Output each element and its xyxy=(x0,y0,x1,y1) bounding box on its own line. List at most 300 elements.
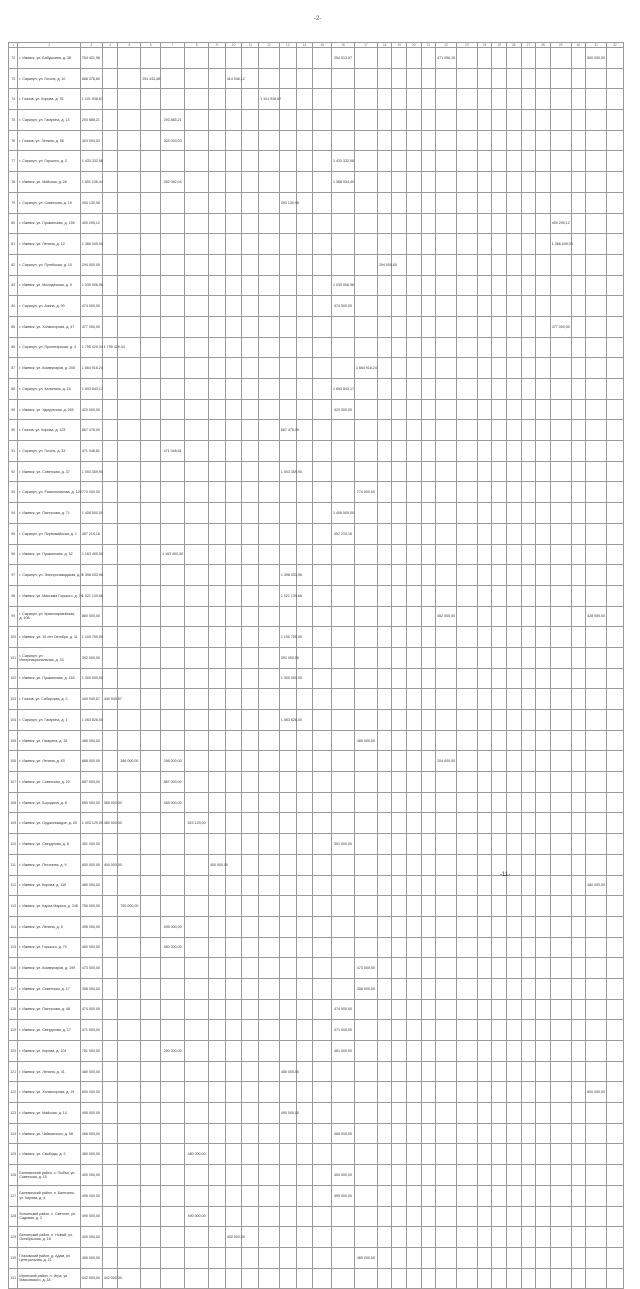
value-cell xyxy=(407,916,422,937)
value-cell xyxy=(185,379,209,400)
value-cell xyxy=(161,151,185,172)
value-cell xyxy=(118,420,141,441)
value-cell xyxy=(492,254,507,275)
value-cell xyxy=(185,730,209,751)
value-cell xyxy=(296,1082,313,1103)
value-cell xyxy=(332,958,355,979)
row-number-cell: 90 xyxy=(9,420,18,441)
value-cell xyxy=(421,192,436,213)
value-cell xyxy=(457,565,478,586)
value-cell xyxy=(507,916,522,937)
total-amount-cell: 485 000,00 xyxy=(80,730,102,751)
value-cell xyxy=(279,379,296,400)
value-cell xyxy=(407,937,422,958)
value-cell xyxy=(536,647,551,668)
value-cell xyxy=(161,585,185,606)
value-cell xyxy=(536,482,551,503)
value-cell xyxy=(550,999,571,1020)
address-cell: г. Сарапул, ул. Гагарина, д. 1 xyxy=(18,710,81,731)
value-cell xyxy=(313,1061,332,1082)
value-cell xyxy=(407,234,422,255)
value-cell xyxy=(354,1082,377,1103)
value-cell xyxy=(141,275,161,296)
value-cell xyxy=(521,48,536,69)
value-cell xyxy=(571,1206,586,1227)
value-cell xyxy=(118,544,141,565)
value-cell xyxy=(507,523,522,544)
value-cell xyxy=(536,751,551,772)
value-cell xyxy=(492,48,507,69)
address-cell: г. Ижевск, ул. Ленина, д. 12 xyxy=(18,234,81,255)
table-row xyxy=(9,1061,624,1082)
table-row xyxy=(9,358,624,379)
value-cell xyxy=(185,172,209,193)
value-cell xyxy=(571,192,586,213)
value-cell xyxy=(521,110,536,131)
value-cell xyxy=(161,606,185,627)
value-cell xyxy=(477,379,492,400)
value-cell xyxy=(571,89,586,110)
value-cell xyxy=(492,379,507,400)
value-cell xyxy=(607,813,624,834)
value-cell xyxy=(492,110,507,131)
value-cell xyxy=(536,296,551,317)
value-cell xyxy=(421,1041,436,1062)
value-cell xyxy=(571,1185,586,1206)
value-cell: 414 946,12 xyxy=(225,68,242,89)
row-number-cell: 85 xyxy=(9,316,18,337)
value-cell xyxy=(586,1227,607,1248)
value-cell xyxy=(141,834,161,855)
value-cell xyxy=(407,296,422,317)
value-cell: 485 000,00 xyxy=(354,730,377,751)
value-cell xyxy=(377,689,392,710)
value-cell xyxy=(421,689,436,710)
value-cell xyxy=(141,1041,161,1062)
address-cell: г. Ижевск, ул. Майская, д. 14 xyxy=(18,1103,81,1124)
value-cell xyxy=(259,1061,280,1082)
total-amount-cell: 1 366 049,00 xyxy=(80,234,102,255)
value-cell xyxy=(259,544,280,565)
value-cell xyxy=(242,689,259,710)
value-cell xyxy=(225,461,242,482)
value-cell xyxy=(259,482,280,503)
value-cell xyxy=(477,441,492,462)
value-cell xyxy=(225,647,242,668)
value-cell xyxy=(550,854,571,875)
value-cell xyxy=(259,1206,280,1227)
value-cell xyxy=(296,1041,313,1062)
value-cell xyxy=(313,461,332,482)
value-cell xyxy=(407,751,422,772)
row-number-cell: 99 xyxy=(9,606,18,627)
value-cell xyxy=(141,916,161,937)
address-cell: г. Сарапул, ул. Гоголя, д. 33 xyxy=(18,441,81,462)
value-cell xyxy=(102,461,118,482)
value-cell xyxy=(296,130,313,151)
value-cell xyxy=(477,627,492,648)
table-row xyxy=(9,172,624,193)
value-cell xyxy=(507,379,522,400)
value-cell xyxy=(521,834,536,855)
value-cell xyxy=(586,192,607,213)
value-cell xyxy=(421,48,436,69)
value-cell xyxy=(550,151,571,172)
value-cell xyxy=(507,1206,522,1227)
value-cell xyxy=(521,399,536,420)
value-cell xyxy=(550,710,571,731)
value-cell: 474 000,00 xyxy=(332,999,355,1020)
value-cell xyxy=(141,523,161,544)
value-cell xyxy=(492,358,507,379)
value-cell xyxy=(209,1061,226,1082)
value-cell xyxy=(536,1268,551,1289)
value-cell xyxy=(392,854,407,875)
total-amount-cell: 495 000,00 xyxy=(80,1103,102,1124)
value-cell: 500 000,00 xyxy=(586,48,607,69)
value-cell xyxy=(477,585,492,606)
value-cell xyxy=(521,192,536,213)
value-cell xyxy=(161,1082,185,1103)
value-cell xyxy=(313,420,332,441)
value-cell xyxy=(242,399,259,420)
value-cell xyxy=(507,544,522,565)
value-cell xyxy=(313,875,332,896)
value-cell xyxy=(477,68,492,89)
value-cell xyxy=(536,813,551,834)
value-cell xyxy=(421,213,436,234)
value-cell xyxy=(507,689,522,710)
value-cell xyxy=(296,1227,313,1248)
row-number-cell: 78 xyxy=(9,172,18,193)
value-cell xyxy=(457,1082,478,1103)
address-cell: г. Ижевск, ул. Свердлова, д. 17 xyxy=(18,1020,81,1041)
value-cell xyxy=(571,1103,586,1124)
value-cell xyxy=(102,379,118,400)
value-cell xyxy=(550,751,571,772)
value-cell xyxy=(492,937,507,958)
column-number-cell: 26 xyxy=(507,43,522,48)
value-cell xyxy=(407,130,422,151)
value-cell xyxy=(436,565,457,586)
value-cell xyxy=(209,730,226,751)
table-row xyxy=(9,275,624,296)
value-cell xyxy=(536,999,551,1020)
value-cell xyxy=(507,1103,522,1124)
value-cell xyxy=(457,1020,478,1041)
value-cell xyxy=(550,772,571,793)
value-cell xyxy=(141,1123,161,1144)
column-number-cell: 16 xyxy=(332,43,355,48)
value-cell xyxy=(242,275,259,296)
value-cell xyxy=(536,937,551,958)
value-cell xyxy=(607,544,624,565)
value-cell xyxy=(279,1123,296,1144)
column-number-cell: 14 xyxy=(296,43,313,48)
address-cell: г. Сарапул, ул. Путейская, д. 10 xyxy=(18,254,81,275)
value-cell xyxy=(161,482,185,503)
value-cell xyxy=(407,110,422,131)
value-cell xyxy=(436,296,457,317)
value-cell xyxy=(209,1247,226,1268)
value-cell xyxy=(118,130,141,151)
value-cell xyxy=(209,751,226,772)
address-cell: г. Ижевск, ул. Бабушкина, д. 38 xyxy=(18,48,81,69)
value-cell xyxy=(571,792,586,813)
value-cell xyxy=(492,523,507,544)
value-cell xyxy=(313,606,332,627)
value-cell xyxy=(521,1123,536,1144)
value-cell xyxy=(536,379,551,400)
value-cell xyxy=(225,89,242,110)
value-cell xyxy=(421,482,436,503)
value-cell xyxy=(259,1082,280,1103)
value-cell xyxy=(296,792,313,813)
value-cell xyxy=(242,875,259,896)
total-amount-cell: 880 000,00 xyxy=(80,606,102,627)
value-cell xyxy=(436,379,457,400)
value-cell xyxy=(521,68,536,89)
value-cell xyxy=(161,627,185,648)
value-cell xyxy=(392,316,407,337)
value-cell xyxy=(377,544,392,565)
value-cell xyxy=(571,606,586,627)
value-cell xyxy=(332,585,355,606)
value-cell xyxy=(209,296,226,317)
value-cell: 867 478,09 xyxy=(279,420,296,441)
value-cell xyxy=(586,937,607,958)
value-cell xyxy=(377,523,392,544)
value-cell xyxy=(507,172,522,193)
value-cell xyxy=(457,130,478,151)
value-cell xyxy=(457,192,478,213)
value-cell xyxy=(161,1165,185,1186)
value-cell xyxy=(279,316,296,337)
value-cell xyxy=(377,275,392,296)
value-cell xyxy=(507,978,522,999)
value-cell xyxy=(586,710,607,731)
value-cell xyxy=(141,316,161,337)
value-cell xyxy=(477,916,492,937)
value-cell xyxy=(550,1185,571,1206)
value-cell xyxy=(141,482,161,503)
value-cell: 480 000,00 xyxy=(185,1144,209,1165)
value-cell xyxy=(259,606,280,627)
value-cell xyxy=(607,1041,624,1062)
total-amount-cell: 666 378,80 xyxy=(80,68,102,89)
value-cell xyxy=(507,710,522,731)
value-cell xyxy=(392,916,407,937)
value-cell xyxy=(607,1185,624,1206)
address-cell: г. Сарапул, ул. Первомайская, д. 1 xyxy=(18,523,81,544)
value-cell xyxy=(392,1041,407,1062)
value-cell xyxy=(407,399,422,420)
value-cell xyxy=(507,1082,522,1103)
value-cell xyxy=(550,1123,571,1144)
row-number-cell: 121 xyxy=(9,1061,18,1082)
value-cell xyxy=(521,1041,536,1062)
address-cell: г. Ижевск, ул. Удмуртская, д. 265 xyxy=(18,399,81,420)
value-cell xyxy=(457,523,478,544)
value-cell xyxy=(313,999,332,1020)
address-cell: г. Ижевск, ул. Ленина, д. 5 xyxy=(18,916,81,937)
value-cell xyxy=(457,647,478,668)
value-cell xyxy=(392,834,407,855)
value-cell xyxy=(141,296,161,317)
value-cell: 452 000,00 xyxy=(436,606,457,627)
value-cell xyxy=(436,1268,457,1289)
value-cell xyxy=(313,647,332,668)
value-cell xyxy=(209,234,226,255)
value-cell xyxy=(586,151,607,172)
value-cell xyxy=(242,151,259,172)
value-cell xyxy=(586,854,607,875)
value-cell xyxy=(185,1247,209,1268)
value-cell xyxy=(477,544,492,565)
value-cell xyxy=(259,1041,280,1062)
value-cell xyxy=(457,813,478,834)
value-cell xyxy=(102,1082,118,1103)
value-cell xyxy=(354,337,377,358)
value-cell xyxy=(185,296,209,317)
value-cell: 1 795 429,34 xyxy=(102,337,118,358)
value-cell xyxy=(296,482,313,503)
value-cell xyxy=(536,151,551,172)
value-cell xyxy=(477,337,492,358)
value-cell xyxy=(185,772,209,793)
value-cell xyxy=(571,854,586,875)
value-cell xyxy=(586,1165,607,1186)
value-cell xyxy=(279,1268,296,1289)
value-cell xyxy=(586,213,607,234)
value-cell xyxy=(571,420,586,441)
value-cell xyxy=(102,296,118,317)
value-cell xyxy=(492,89,507,110)
value-cell xyxy=(392,1123,407,1144)
value-cell xyxy=(477,48,492,69)
value-cell xyxy=(225,441,242,462)
value-cell xyxy=(313,565,332,586)
value-cell xyxy=(392,792,407,813)
value-cell xyxy=(141,958,161,979)
value-cell xyxy=(313,1041,332,1062)
value-cell xyxy=(102,772,118,793)
value-cell xyxy=(477,647,492,668)
value-cell xyxy=(507,585,522,606)
value-cell xyxy=(313,110,332,131)
value-cell xyxy=(242,523,259,544)
value-cell xyxy=(477,1123,492,1144)
value-cell xyxy=(185,689,209,710)
value-cell xyxy=(259,192,280,213)
value-cell xyxy=(492,192,507,213)
value-cell xyxy=(242,316,259,337)
value-cell xyxy=(407,48,422,69)
value-cell xyxy=(392,751,407,772)
value-cell xyxy=(313,751,332,772)
address-cell: г. Ижевск, ул. 10 лет Октября, д. 11 xyxy=(18,627,81,648)
value-cell xyxy=(225,358,242,379)
value-cell xyxy=(332,130,355,151)
value-cell xyxy=(313,275,332,296)
value-cell xyxy=(377,1020,392,1041)
value-cell xyxy=(161,1185,185,1206)
value-cell xyxy=(571,958,586,979)
value-cell xyxy=(507,482,522,503)
value-cell xyxy=(209,668,226,689)
table-row xyxy=(9,1082,624,1103)
row-number-cell: 79 xyxy=(9,192,18,213)
column-number-cell: 18 xyxy=(377,43,392,48)
value-cell xyxy=(521,606,536,627)
value-cell xyxy=(259,565,280,586)
value-cell xyxy=(586,234,607,255)
value-cell xyxy=(392,544,407,565)
value-cell xyxy=(185,958,209,979)
value-cell xyxy=(477,1082,492,1103)
value-cell xyxy=(550,1020,571,1041)
value-cell xyxy=(477,1206,492,1227)
value-cell xyxy=(141,1227,161,1248)
column-number-cell: 23 xyxy=(457,43,478,48)
value-cell xyxy=(536,192,551,213)
total-amount-cell: 358 000,00 xyxy=(80,978,102,999)
value-cell xyxy=(607,710,624,731)
value-cell xyxy=(550,399,571,420)
value-cell xyxy=(550,89,571,110)
value-cell xyxy=(492,234,507,255)
value-cell xyxy=(421,337,436,358)
value-cell xyxy=(313,1144,332,1165)
value-cell xyxy=(118,192,141,213)
value-cell xyxy=(457,358,478,379)
value-cell xyxy=(521,358,536,379)
value-cell xyxy=(492,1103,507,1124)
value-cell: 400 000,00 xyxy=(102,854,118,875)
row-number-cell: 113 xyxy=(9,896,18,917)
value-cell xyxy=(407,89,422,110)
value-cell xyxy=(332,213,355,234)
value-cell xyxy=(141,565,161,586)
value-cell xyxy=(492,420,507,441)
value-cell xyxy=(225,1061,242,1082)
value-cell xyxy=(259,958,280,979)
value-cell xyxy=(392,668,407,689)
row-number-cell: 77 xyxy=(9,151,18,172)
value-cell xyxy=(296,296,313,317)
value-cell xyxy=(550,937,571,958)
value-cell xyxy=(225,151,242,172)
value-cell xyxy=(141,792,161,813)
value-cell xyxy=(279,854,296,875)
value-cell xyxy=(536,916,551,937)
value-cell xyxy=(141,1247,161,1268)
value-cell xyxy=(421,565,436,586)
value-cell xyxy=(407,337,422,358)
value-cell xyxy=(492,1227,507,1248)
value-cell xyxy=(313,958,332,979)
value-cell xyxy=(421,275,436,296)
value-cell xyxy=(536,710,551,731)
value-cell xyxy=(550,420,571,441)
value-cell xyxy=(421,710,436,731)
value-cell xyxy=(259,110,280,131)
value-cell xyxy=(118,379,141,400)
value-cell xyxy=(377,834,392,855)
value-cell xyxy=(118,606,141,627)
value-cell xyxy=(421,1165,436,1186)
value-cell xyxy=(225,813,242,834)
